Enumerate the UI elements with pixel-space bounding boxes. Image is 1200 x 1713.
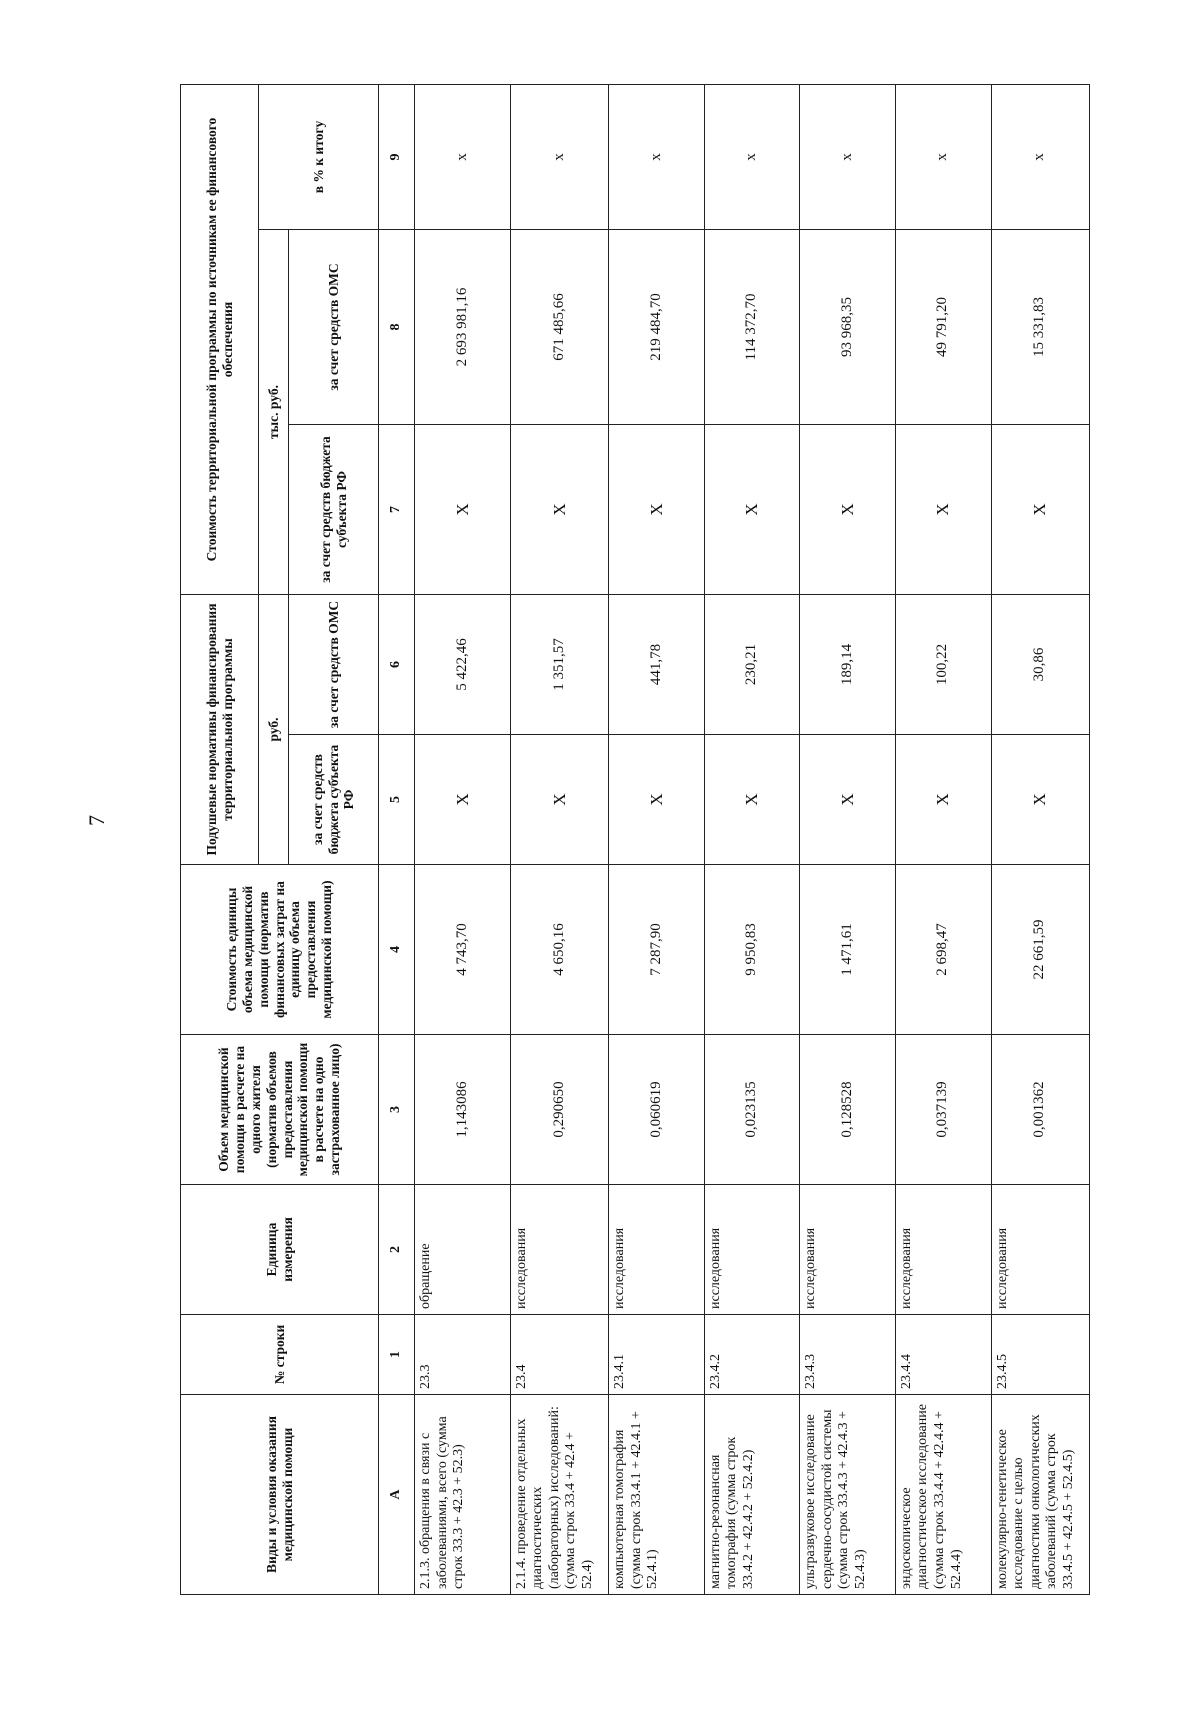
line-number: 23.4.2 xyxy=(704,1315,800,1395)
percent-total: x xyxy=(704,85,800,230)
percent-total: x xyxy=(895,85,991,230)
unit-cost: 2 698,47 xyxy=(895,865,991,1035)
header-volume: Объем медицинской помощи в расчете на одного жителя (норматив объемов предоставления медицинской помощи в расчете на одно застрахованное лицо) xyxy=(181,1035,379,1185)
service-name: магнитно-резонансная томография (сумма строк 33.4.2 + 42.4.2 + 52.4.2) xyxy=(704,1395,800,1595)
unit: исследования xyxy=(609,1185,705,1315)
header-percapita-group: Подушевые нормативы финансирования территориальной программы xyxy=(181,595,259,865)
line-number: 23.4.1 xyxy=(609,1315,705,1395)
line-number: 23.4.5 xyxy=(991,1315,1089,1395)
percent-total: x xyxy=(800,85,896,230)
header-percent-total: в % к итогу xyxy=(259,85,379,230)
unit-cost: 1 471,61 xyxy=(800,865,896,1035)
volume: 0,290650 xyxy=(510,1035,608,1185)
cost-budget: X xyxy=(609,425,705,595)
cost-oms: 15 331,83 xyxy=(991,230,1089,425)
header-cost-oms: за счет средств ОМС xyxy=(289,230,379,425)
percapita-oms: 441,78 xyxy=(609,595,705,735)
unit-cost: 4 743,70 xyxy=(415,865,511,1035)
column-number: А xyxy=(379,1395,415,1595)
service-name: ультразвуковое исследование сердечно-сосудистой системы (сумма строк 33.4.3 + 42.4.3 + 52.4.3) xyxy=(800,1395,896,1595)
cost-oms: 2 693 981,16 xyxy=(415,230,511,425)
cost-budget: X xyxy=(704,425,800,595)
column-number: 1 xyxy=(379,1315,415,1395)
column-number-row xyxy=(379,85,415,1595)
table-row xyxy=(609,85,705,1595)
header-unit-thousand-rub: тыс. руб. xyxy=(259,230,289,595)
table-row xyxy=(415,85,511,1595)
line-number: 23.4.4 xyxy=(895,1315,991,1395)
cost-budget: X xyxy=(415,425,511,595)
table-row xyxy=(510,85,608,1595)
column-number: 6 xyxy=(379,595,415,735)
table-row xyxy=(704,85,800,1595)
unit-cost: 22 661,59 xyxy=(991,865,1089,1035)
cost-budget: X xyxy=(800,425,896,595)
column-number: 5 xyxy=(379,735,415,865)
volume: 0,060619 xyxy=(609,1035,705,1185)
cost-oms: 49 791,20 xyxy=(895,230,991,425)
header-unit-rub: руб. xyxy=(259,595,289,865)
service-name: 2.1.3. обращения в связи с заболеваниями, всего (сумма строк 33.3 + 42.3 + 52.3) xyxy=(415,1395,511,1595)
percapita-budget: X xyxy=(510,735,608,865)
cost-budget: X xyxy=(991,425,1089,595)
percent-total: x xyxy=(609,85,705,230)
percapita-budget: X xyxy=(609,735,705,865)
unit-cost: 9 950,83 xyxy=(704,865,800,1035)
percapita-budget: X xyxy=(415,735,511,865)
percapita-oms: 230,21 xyxy=(704,595,800,735)
percapita-oms: 1 351,57 xyxy=(510,595,608,735)
percapita-oms: 100,22 xyxy=(895,595,991,735)
cost-oms: 219 484,70 xyxy=(609,230,705,425)
table-row xyxy=(895,85,991,1595)
percapita-oms: 30,86 xyxy=(991,595,1089,735)
unit: исследования xyxy=(704,1185,800,1315)
unit: обращение xyxy=(415,1185,511,1315)
header-percapita-budget: за счет средств бюджета субъекта РФ xyxy=(289,735,379,865)
unit-cost: 4 650,16 xyxy=(510,865,608,1035)
column-number: 8 xyxy=(379,230,415,425)
cost-oms: 671 485,66 xyxy=(510,230,608,425)
table-row xyxy=(991,85,1089,1595)
unit-cost: 7 287,90 xyxy=(609,865,705,1035)
line-number: 23.4 xyxy=(510,1315,608,1395)
header-unit: Единица измерения xyxy=(181,1185,379,1315)
percent-total: x xyxy=(991,85,1089,230)
service-name: молекулярно-генетическое исследование с целью диагностики онкологических заболеваний (сумма строк 33.4.5 + 42.4.5 + 52.4.5) xyxy=(991,1395,1089,1595)
column-number: 9 xyxy=(379,85,415,230)
column-number: 4 xyxy=(379,865,415,1035)
financing-table xyxy=(180,84,1090,1595)
column-number: 3 xyxy=(379,1035,415,1185)
percapita-budget: X xyxy=(895,735,991,865)
volume: 0,023135 xyxy=(704,1035,800,1185)
volume: 0,128528 xyxy=(800,1035,896,1185)
cost-budget: X xyxy=(510,425,608,595)
percapita-budget: X xyxy=(704,735,800,865)
line-number: 23.3 xyxy=(415,1315,511,1395)
financing-table-container xyxy=(180,85,1090,1595)
line-number: 23.4.3 xyxy=(800,1315,896,1395)
header-line-number: № строки xyxy=(181,1315,379,1395)
unit: исследования xyxy=(510,1185,608,1315)
unit: исследования xyxy=(895,1185,991,1315)
header-service-type: Виды и условия оказания медицинской помощи xyxy=(181,1395,379,1595)
percapita-oms: 5 422,46 xyxy=(415,595,511,735)
volume: 1,143086 xyxy=(415,1035,511,1185)
page-number: 7 xyxy=(84,815,109,826)
percapita-budget: X xyxy=(800,735,896,865)
table-row xyxy=(800,85,896,1595)
service-name: 2.1.4. проведение отдельных диагностических (лабораторных) исследований: (сумма строк 33.4 + 42.4 + 52.4) xyxy=(510,1395,608,1595)
column-number: 7 xyxy=(379,425,415,595)
column-number: 2 xyxy=(379,1185,415,1315)
volume: 0,037139 xyxy=(895,1035,991,1185)
cost-oms: 114 372,70 xyxy=(704,230,800,425)
percapita-budget: X xyxy=(991,735,1089,865)
volume: 0,001362 xyxy=(991,1035,1089,1185)
header-cost-budget: за счет средств бюджета субъекта РФ xyxy=(289,425,379,595)
unit: исследования xyxy=(800,1185,896,1315)
header-percapita-oms: за счет средств ОМС xyxy=(289,595,379,735)
percent-total: x xyxy=(415,85,511,230)
percent-total: x xyxy=(510,85,608,230)
percapita-oms: 189,14 xyxy=(800,595,896,735)
header-unit-cost: Стоимость единицы объема медицинской помощи (норматив финансовых затрат на единицу объема предоставления медицинской помощи) xyxy=(181,865,379,1035)
cost-budget: X xyxy=(895,425,991,595)
cost-oms: 93 968,35 xyxy=(800,230,896,425)
header-cost-group: Стоимость территориальной программы по источникам ее финансового обеспечения xyxy=(181,85,259,595)
service-name: эндоскопическое диагностическое исследование (сумма строк 33.4.4 + 42.4.4 + 52.4.4) xyxy=(895,1395,991,1595)
unit: исследования xyxy=(991,1185,1089,1315)
service-name: компьютерная томография (сумма строк 33.4.1 + 42.4.1 + 52.4.1) xyxy=(609,1395,705,1595)
